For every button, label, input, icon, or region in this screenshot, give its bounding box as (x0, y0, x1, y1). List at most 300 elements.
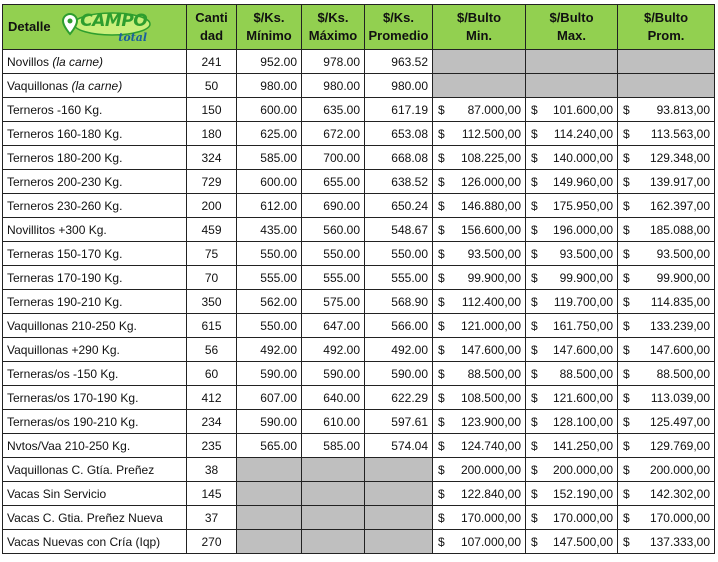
empty-cell (365, 458, 433, 482)
header-row (3, 5, 715, 50)
row-bulto-bprom (618, 434, 715, 458)
bulto-value: 146.880,00 (460, 198, 521, 213)
row-kg-min: 555.00 (237, 266, 302, 290)
empty-cell (365, 506, 433, 530)
currency-symbol: $ (623, 366, 630, 381)
row-note: (la carne) (52, 54, 104, 69)
row-bulto-bmax (526, 530, 618, 554)
empty-cell (365, 530, 433, 554)
row-bulto-bmin (433, 434, 526, 458)
bulto-value: 124.740,00 (460, 438, 521, 453)
row-bulto-bmin (433, 290, 526, 314)
row-detalle (3, 314, 187, 338)
row-cantidad: 180 (187, 122, 237, 146)
row-bulto-bmax (526, 386, 618, 410)
bulto-value: 196.000,00 (552, 222, 613, 237)
bulto-value: 129.769,00 (649, 438, 710, 453)
row-bulto-bmax (526, 410, 618, 434)
table-row (3, 362, 715, 386)
bulto-value: 108.225,00 (460, 150, 521, 165)
row-kg-min: 600.00 (237, 170, 302, 194)
table-row (3, 146, 715, 170)
row-kg-min: 585.00 (237, 146, 302, 170)
logo-main-text: CAMPO (80, 11, 148, 31)
table-row (3, 50, 715, 74)
bulto-value: 161.750,00 (552, 318, 613, 333)
row-kg-prom: 566.00 (365, 314, 433, 338)
row-kg-min: 492.00 (237, 338, 302, 362)
price-table-container (2, 4, 715, 554)
currency-symbol: $ (623, 126, 630, 141)
row-kg-max: 640.00 (302, 386, 365, 410)
header-bulto-min (433, 5, 526, 50)
row-name: Vaquillonas C. Gtía. Preñez (7, 462, 155, 477)
currency-symbol: $ (531, 390, 538, 405)
header-max (302, 5, 365, 50)
header-detalle (3, 5, 187, 50)
row-detalle (3, 218, 187, 242)
row-name: Terneros 200-230 Kg. (7, 174, 123, 189)
row-bulto-bmax (526, 242, 618, 266)
currency-symbol: $ (438, 390, 445, 405)
currency-symbol: $ (438, 126, 445, 141)
bulto-value: 108.500,00 (460, 390, 521, 405)
currency-symbol: $ (438, 462, 445, 477)
row-detalle (3, 482, 187, 506)
header-cantidad-line1: Canti (195, 10, 228, 25)
row-cantidad: 324 (187, 146, 237, 170)
row-cantidad: 235 (187, 434, 237, 458)
row-bulto-bmax (526, 338, 618, 362)
empty-cell (302, 458, 365, 482)
bulto-value: 170.000,00 (552, 510, 613, 525)
row-bulto-bprom (618, 482, 715, 506)
currency-symbol: $ (623, 198, 630, 213)
row-name: Terneros 230-260 Kg. (7, 198, 123, 213)
bulto-value: 147.600,00 (460, 342, 521, 357)
row-detalle (3, 434, 187, 458)
empty-cell (302, 482, 365, 506)
currency-symbol: $ (531, 534, 538, 549)
currency-symbol: $ (623, 174, 630, 189)
table-row (3, 170, 715, 194)
currency-symbol: $ (531, 270, 538, 285)
row-detalle (3, 266, 187, 290)
row-cantidad: 615 (187, 314, 237, 338)
row-cantidad: 459 (187, 218, 237, 242)
row-detalle (3, 242, 187, 266)
row-kg-max: 672.00 (302, 122, 365, 146)
header-min (237, 5, 302, 50)
row-kg-max: 550.00 (302, 242, 365, 266)
row-bulto-bmin (433, 386, 526, 410)
logo-sub-text: total (118, 31, 148, 44)
table-row (3, 314, 715, 338)
row-cantidad: 200 (187, 194, 237, 218)
row-bulto-bprom (618, 530, 715, 554)
row-cantidad: 60 (187, 362, 237, 386)
table-row (3, 74, 715, 98)
row-kg-prom: 638.52 (365, 170, 433, 194)
row-name: Vaquillonas +290 Kg. (7, 342, 120, 357)
table-row (3, 482, 715, 506)
currency-symbol: $ (438, 534, 445, 549)
row-kg-prom: 617.19 (365, 98, 433, 122)
currency-symbol: $ (531, 414, 538, 429)
row-bulto-bmin (433, 266, 526, 290)
currency-symbol: $ (438, 486, 445, 501)
row-kg-prom: 492.00 (365, 338, 433, 362)
currency-symbol: $ (623, 462, 630, 477)
row-name: Terneros 160-180 Kg. (7, 126, 123, 141)
row-bulto-bmin (433, 362, 526, 386)
row-kg-prom: 963.52 (365, 50, 433, 74)
currency-symbol: $ (531, 174, 538, 189)
empty-cell (302, 530, 365, 554)
row-kg-max: 610.00 (302, 410, 365, 434)
row-detalle (3, 74, 187, 98)
row-detalle (3, 50, 187, 74)
row-kg-prom: 590.00 (365, 362, 433, 386)
row-bulto-bmax (526, 266, 618, 290)
table-row (3, 242, 715, 266)
currency-symbol: $ (623, 414, 630, 429)
currency-symbol: $ (438, 222, 445, 237)
table-row (3, 98, 715, 122)
currency-symbol: $ (623, 150, 630, 165)
bulto-value: 147.500,00 (552, 534, 613, 549)
bulto-value: 114.835,00 (650, 294, 710, 309)
currency-symbol: $ (531, 438, 538, 453)
row-bulto-bprom (618, 506, 715, 530)
bulto-value: 99.900,00 (656, 270, 710, 285)
bulto-value: 152.190,00 (552, 486, 613, 501)
row-kg-max: 980.00 (302, 74, 365, 98)
currency-symbol: $ (623, 534, 630, 549)
row-bulto-bmax (526, 362, 618, 386)
row-bulto-bmax (526, 458, 618, 482)
row-kg-prom: 980.00 (365, 74, 433, 98)
currency-symbol: $ (531, 246, 538, 261)
row-kg-min: 952.00 (237, 50, 302, 74)
bulto-value: 133.239,00 (649, 318, 710, 333)
row-cantidad: 37 (187, 506, 237, 530)
currency-symbol: $ (623, 318, 630, 333)
currency-symbol: $ (438, 318, 445, 333)
row-bulto-bmin (433, 242, 526, 266)
row-name: Vacas C. Gtia. Preñez Nueva (7, 510, 163, 525)
header-prom-line1: $/Ks. (382, 10, 415, 25)
bulto-value: 99.900,00 (559, 270, 613, 285)
row-kg-max: 635.00 (302, 98, 365, 122)
currency-symbol: $ (623, 438, 630, 453)
header-min-line2: Mínimo (246, 28, 292, 43)
empty-cell (237, 530, 302, 554)
bulto-value: 123.900,00 (460, 414, 521, 429)
currency-symbol: $ (623, 102, 630, 117)
bulto-value: 88.500,00 (656, 366, 710, 381)
header-bmin-line1: $/Bulto (456, 10, 502, 25)
header-bmax-line1: $/Bulto (549, 10, 594, 25)
row-bulto-bprom (618, 386, 715, 410)
bulto-value: 129.348,00 (649, 150, 710, 165)
row-name: Terneras/os 170-190 Kg. (7, 390, 139, 405)
currency-symbol: $ (531, 198, 538, 213)
row-bulto-bmax (526, 170, 618, 194)
currency-symbol: $ (531, 486, 538, 501)
currency-symbol: $ (531, 342, 538, 357)
bulto-value: 141.250,00 (552, 438, 613, 453)
empty-cell (618, 50, 715, 74)
row-bulto-bprom (618, 290, 715, 314)
row-kg-min: 607.00 (237, 386, 302, 410)
row-bulto-bmax (526, 146, 618, 170)
row-kg-max: 647.00 (302, 314, 365, 338)
currency-symbol: $ (623, 342, 630, 357)
currency-symbol: $ (438, 270, 445, 285)
header-bprom-line2: Prom. (647, 28, 685, 43)
row-name: Novillitos +300 Kg. (7, 222, 107, 237)
row-bulto-bmax (526, 122, 618, 146)
bulto-value: 88.500,00 (467, 366, 521, 381)
bulto-value: 93.500,00 (467, 246, 521, 261)
row-name: Novillos (7, 54, 53, 69)
bulto-value: 200.000,00 (460, 462, 521, 477)
bulto-value: 126.000,00 (460, 174, 521, 189)
bulto-value: 185.088,00 (649, 222, 710, 237)
header-bprom-line1: $/Bulto (643, 10, 689, 25)
bulto-value: 125.497,00 (649, 414, 710, 429)
row-bulto-bprom (618, 146, 715, 170)
row-bulto-bprom (618, 122, 715, 146)
row-note: (la carne) (71, 78, 123, 93)
currency-symbol: $ (531, 510, 538, 525)
row-bulto-bprom (618, 170, 715, 194)
row-bulto-bmin (433, 410, 526, 434)
row-kg-max: 560.00 (302, 218, 365, 242)
row-bulto-bmin (433, 458, 526, 482)
row-bulto-bmin (433, 98, 526, 122)
bulto-value: 170.000,00 (460, 510, 521, 525)
row-kg-max: 700.00 (302, 146, 365, 170)
header-bmin-line2: Min. (466, 28, 492, 43)
row-name: Vaquillonas 210-250 Kg. (7, 318, 137, 333)
header-prom-line2: Promedio (368, 28, 429, 43)
row-bulto-bmin (433, 122, 526, 146)
currency-symbol: $ (531, 318, 538, 333)
row-cantidad: 145 (187, 482, 237, 506)
table-row (3, 338, 715, 362)
row-detalle (3, 194, 187, 218)
row-kg-min: 550.00 (237, 314, 302, 338)
bulto-value: 93.500,00 (559, 246, 613, 261)
row-bulto-bprom (618, 218, 715, 242)
currency-symbol: $ (623, 222, 630, 237)
row-cantidad: 412 (187, 386, 237, 410)
table-row (3, 530, 715, 554)
currency-symbol: $ (438, 150, 445, 165)
currency-symbol: $ (438, 174, 445, 189)
row-kg-max: 555.00 (302, 266, 365, 290)
currency-symbol: $ (531, 366, 538, 381)
row-kg-min: 590.00 (237, 362, 302, 386)
row-kg-min: 565.00 (237, 434, 302, 458)
row-name: Terneras/os -150 Kg. (7, 366, 119, 381)
row-bulto-bmin (433, 314, 526, 338)
row-bulto-bmax (526, 98, 618, 122)
bulto-value: 93.500,00 (656, 246, 710, 261)
empty-cell (433, 74, 526, 98)
empty-cell (237, 482, 302, 506)
bulto-value: 112.500,00 (461, 126, 521, 141)
row-name: Terneras 190-210 Kg. (7, 294, 123, 309)
row-bulto-bmin (433, 506, 526, 530)
bulto-value: 88.500,00 (559, 366, 613, 381)
bulto-value: 121.000,00 (460, 318, 521, 333)
currency-symbol: $ (438, 198, 445, 213)
row-bulto-bmax (526, 506, 618, 530)
bulto-value: 147.600,00 (552, 342, 613, 357)
table-row (3, 290, 715, 314)
bulto-value: 147.600,00 (649, 342, 710, 357)
empty-cell (365, 482, 433, 506)
currency-symbol: $ (438, 366, 445, 381)
row-name: Terneros -160 Kg. (7, 102, 103, 117)
header-max-line2: Máximo (308, 28, 358, 43)
row-name: Vaquillonas (7, 78, 72, 93)
row-kg-min: 550.00 (237, 242, 302, 266)
row-detalle (3, 98, 187, 122)
row-kg-prom: 550.00 (365, 242, 433, 266)
currency-symbol: $ (438, 414, 445, 429)
row-bulto-bprom (618, 266, 715, 290)
row-detalle (3, 146, 187, 170)
table-row (3, 434, 715, 458)
header-cantidad-line2: dad (199, 28, 224, 43)
bulto-value: 122.840,00 (460, 486, 521, 501)
row-name: Terneras/os 190-210 Kg. (7, 414, 139, 429)
currency-symbol: $ (438, 102, 445, 117)
row-kg-min: 612.00 (237, 194, 302, 218)
table-row (3, 410, 715, 434)
row-bulto-bmax (526, 290, 618, 314)
row-cantidad: 56 (187, 338, 237, 362)
currency-symbol: $ (623, 246, 630, 261)
bulto-value: 200.000,00 (552, 462, 613, 477)
row-bulto-bprom (618, 362, 715, 386)
currency-symbol: $ (438, 438, 445, 453)
row-bulto-bmin (433, 218, 526, 242)
bulto-value: 87.000,00 (467, 102, 521, 117)
row-name: Terneras 150-170 Kg. (7, 246, 123, 261)
row-kg-prom: 568.90 (365, 290, 433, 314)
currency-symbol: $ (531, 222, 538, 237)
bulto-value: 113.563,00 (650, 126, 710, 141)
row-kg-max: 590.00 (302, 362, 365, 386)
empty-cell (302, 506, 365, 530)
row-bulto-bprom (618, 338, 715, 362)
currency-symbol: $ (438, 510, 445, 525)
row-detalle (3, 458, 187, 482)
empty-cell (526, 74, 618, 98)
row-kg-prom: 597.61 (365, 410, 433, 434)
row-kg-max: 492.00 (302, 338, 365, 362)
empty-cell (237, 506, 302, 530)
row-kg-min: 435.00 (237, 218, 302, 242)
currency-symbol: $ (623, 390, 630, 405)
currency-symbol: $ (531, 150, 538, 165)
row-bulto-bmax (526, 482, 618, 506)
empty-cell (433, 50, 526, 74)
currency-symbol: $ (531, 462, 538, 477)
row-bulto-bprom (618, 194, 715, 218)
row-detalle (3, 290, 187, 314)
row-kg-max: 690.00 (302, 194, 365, 218)
bulto-value: 139.917,00 (649, 174, 710, 189)
row-detalle (3, 410, 187, 434)
bulto-value: 119.700,00 (553, 294, 613, 309)
row-bulto-bmin (433, 170, 526, 194)
table-row (3, 266, 715, 290)
row-detalle (3, 338, 187, 362)
currency-symbol: $ (623, 510, 630, 525)
header-bmax-line2: Max. (557, 28, 586, 43)
empty-cell (618, 74, 715, 98)
table-row (3, 506, 715, 530)
row-detalle (3, 386, 187, 410)
row-kg-prom: 555.00 (365, 266, 433, 290)
bulto-value: 175.950,00 (552, 198, 613, 213)
bulto-value: 128.100,00 (552, 414, 613, 429)
row-cantidad: 270 (187, 530, 237, 554)
bulto-value: 113.039,00 (650, 390, 710, 405)
row-cantidad: 70 (187, 266, 237, 290)
bulto-value: 140.000,00 (552, 150, 613, 165)
detalle-label: Detalle (8, 19, 51, 34)
row-cantidad: 38 (187, 458, 237, 482)
row-kg-min: 980.00 (237, 74, 302, 98)
row-kg-prom: 574.04 (365, 434, 433, 458)
header-max-line1: $/Ks. (317, 10, 349, 25)
row-bulto-bmax (526, 218, 618, 242)
empty-cell (237, 458, 302, 482)
header-bulto-max (526, 5, 618, 50)
row-cantidad: 150 (187, 98, 237, 122)
row-cantidad: 75 (187, 242, 237, 266)
row-bulto-bmin (433, 194, 526, 218)
bulto-value: 200.000,00 (649, 462, 710, 477)
row-bulto-bprom (618, 314, 715, 338)
row-bulto-bprom (618, 410, 715, 434)
header-prom (365, 5, 433, 50)
bulto-value: 162.397,00 (649, 198, 710, 213)
row-name: Terneras 170-190 Kg. (7, 270, 123, 285)
currency-symbol: $ (531, 126, 538, 141)
row-kg-min: 600.00 (237, 98, 302, 122)
bulto-value: 114.240,00 (553, 126, 613, 141)
currency-symbol: $ (623, 294, 630, 309)
row-cantidad: 729 (187, 170, 237, 194)
row-name: Terneros 180-200 Kg. (7, 150, 123, 165)
header-bulto-prom (618, 5, 715, 50)
table-row (3, 122, 715, 146)
currency-symbol: $ (438, 294, 445, 309)
bulto-value: 112.400,00 (461, 294, 521, 309)
empty-cell (526, 50, 618, 74)
table-row (3, 194, 715, 218)
bulto-value: 137.333,00 (649, 534, 710, 549)
bulto-value: 156.600,00 (460, 222, 521, 237)
